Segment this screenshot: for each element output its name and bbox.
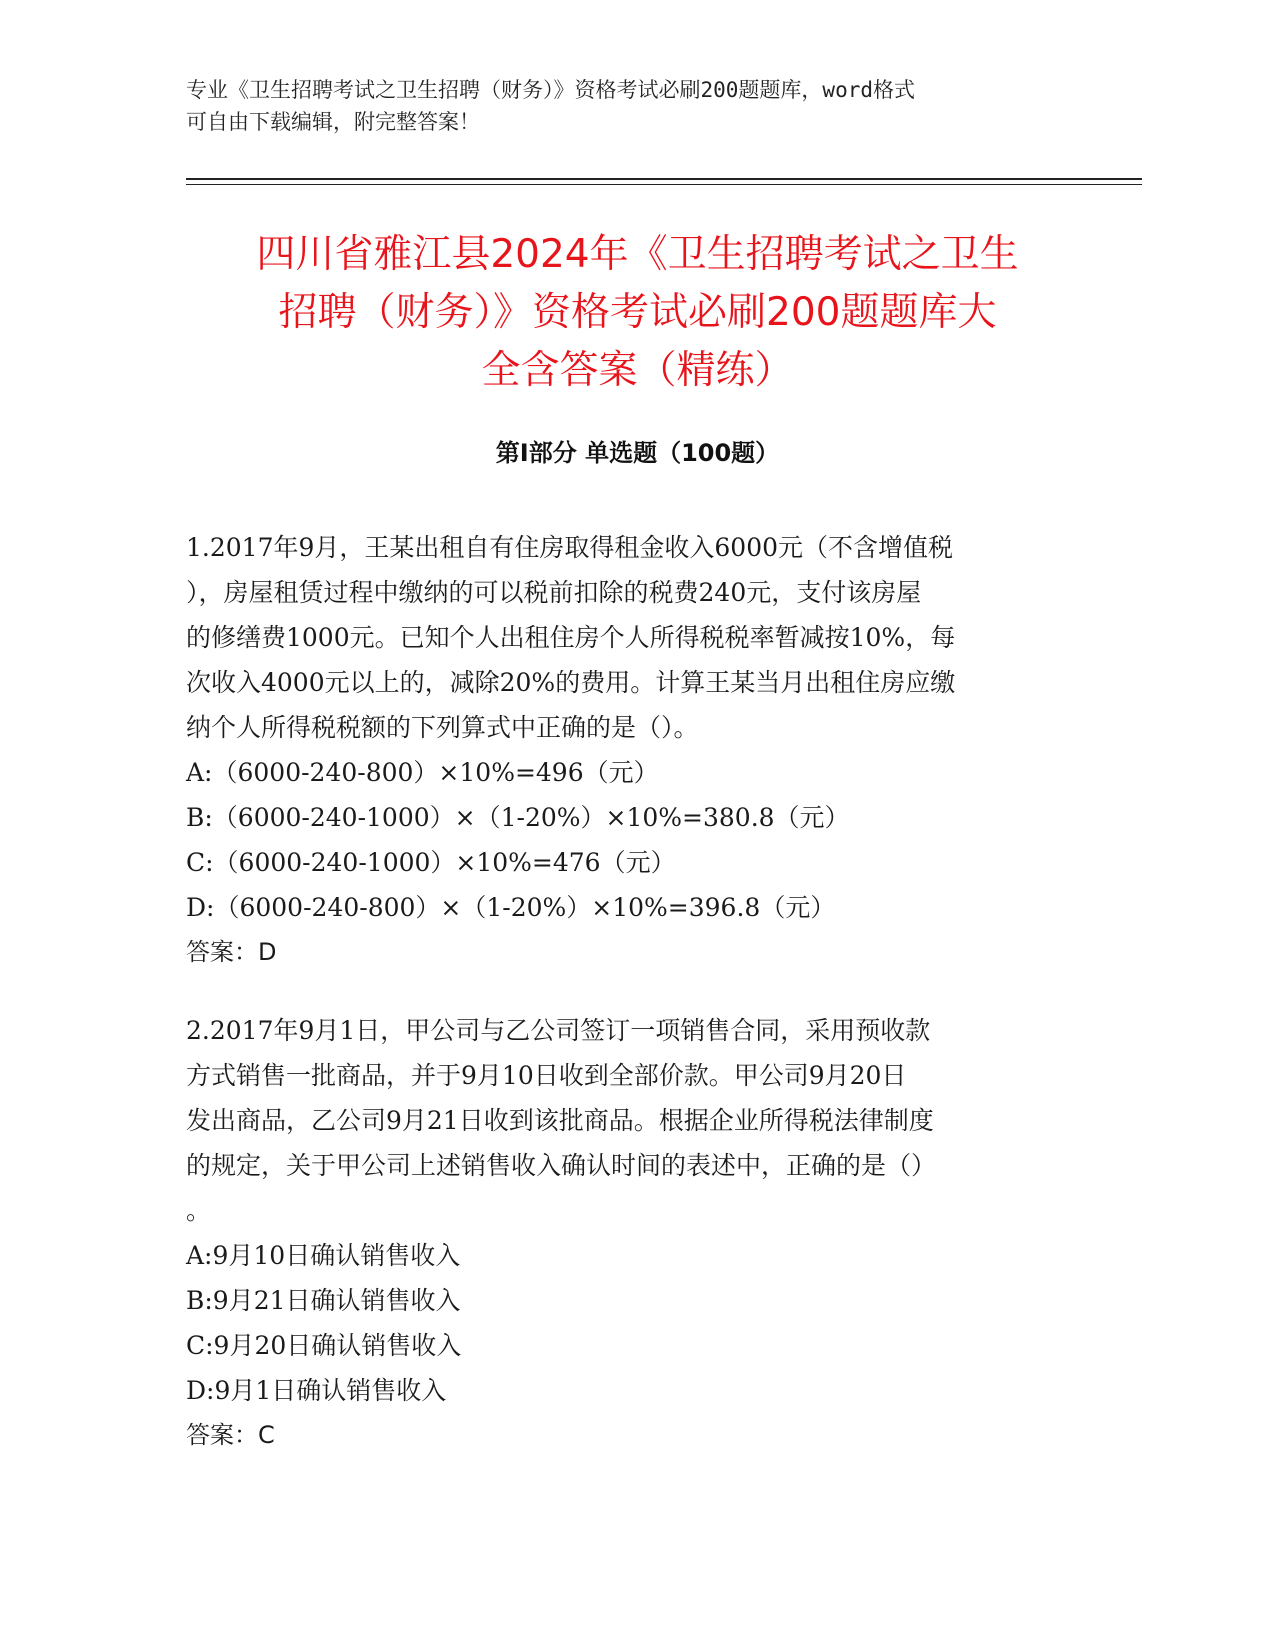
option-b: B:9月21日确认销售收入 bbox=[186, 1286, 461, 1315]
question-stem-line: 次收入4000元以上的，减除20%的费用。计算王某当月出租住房应缴 bbox=[186, 668, 956, 697]
question-stem-line: 。 bbox=[186, 1196, 212, 1225]
question-stem-line: ），房屋租赁过程中缴纳的可以税前扣除的税费240元，支付该房屋 bbox=[186, 578, 922, 607]
answer-label: 答案：C bbox=[186, 1421, 275, 1449]
option-c: C:9月20日确认销售收入 bbox=[186, 1331, 462, 1360]
document-title-line: 全含答案（精练） bbox=[481, 348, 794, 393]
question-1 bbox=[186, 525, 1086, 975]
option-d: D:（6000-240-800）×（1-20%）×10%=396.8（元） bbox=[186, 893, 836, 922]
question-stem-line: 纳个人所得税税额的下列算式中正确的是（）。 bbox=[186, 713, 699, 742]
document-title bbox=[160, 226, 1115, 400]
question-2 bbox=[186, 1008, 1086, 1458]
question-stem-line: 的修缮费1000元。已知个人出租住房个人所得税税率暂减按10%，每 bbox=[186, 623, 956, 652]
question-stem-line: 发出商品，乙公司9月21日收到该批商品。根据企业所得税法律制度 bbox=[186, 1106, 934, 1135]
header-divider-thin bbox=[186, 184, 1142, 185]
header-note-line: 专业《卫生招聘考试之卫生招聘（财务）》资格考试必刷200题题库，word格式 bbox=[186, 78, 915, 102]
question-stem-line: 的规定，关于甲公司上述销售收入确认时间的表述中，正确的是（） bbox=[186, 1151, 937, 1180]
header-divider bbox=[186, 178, 1142, 180]
section-title: 第Ⅰ部分 单选题（100题） bbox=[495, 439, 780, 467]
question-stem-line: 1.2017年9月，王某出租自有住房取得租金收入6000元（不含增值税 bbox=[186, 533, 954, 562]
option-c: C:（6000-240-1000）×10%=476（元） bbox=[186, 848, 676, 877]
question-stem bbox=[186, 525, 1086, 750]
question-stem-line: 2.2017年9月1日，甲公司与乙公司签订一项销售合同，采用预收款 bbox=[186, 1016, 931, 1045]
option-d: D:9月1日确认销售收入 bbox=[186, 1376, 447, 1405]
document-title-line: 四川省雅江县2024年《卫生招聘考试之卫生 bbox=[256, 232, 1019, 277]
answer-label: 答案：D bbox=[186, 938, 277, 966]
document-title-line: 招聘（财务）》资格考试必刷200题题库大 bbox=[278, 290, 997, 335]
option-b: B:（6000-240-1000）×（1-20%）×10%=380.8（元） bbox=[186, 803, 850, 832]
question-stem-line: 方式销售一批商品，并于9月10日收到全部价款。甲公司9月20日 bbox=[186, 1061, 907, 1090]
option-a: A:9月10日确认销售收入 bbox=[186, 1241, 461, 1270]
question-stem bbox=[186, 1008, 1086, 1233]
header-note bbox=[186, 74, 1086, 138]
option-a: A:（6000-240-800）×10%=496（元） bbox=[186, 758, 659, 787]
header-note-line: 可自由下载编辑，附完整答案！ bbox=[186, 110, 480, 134]
